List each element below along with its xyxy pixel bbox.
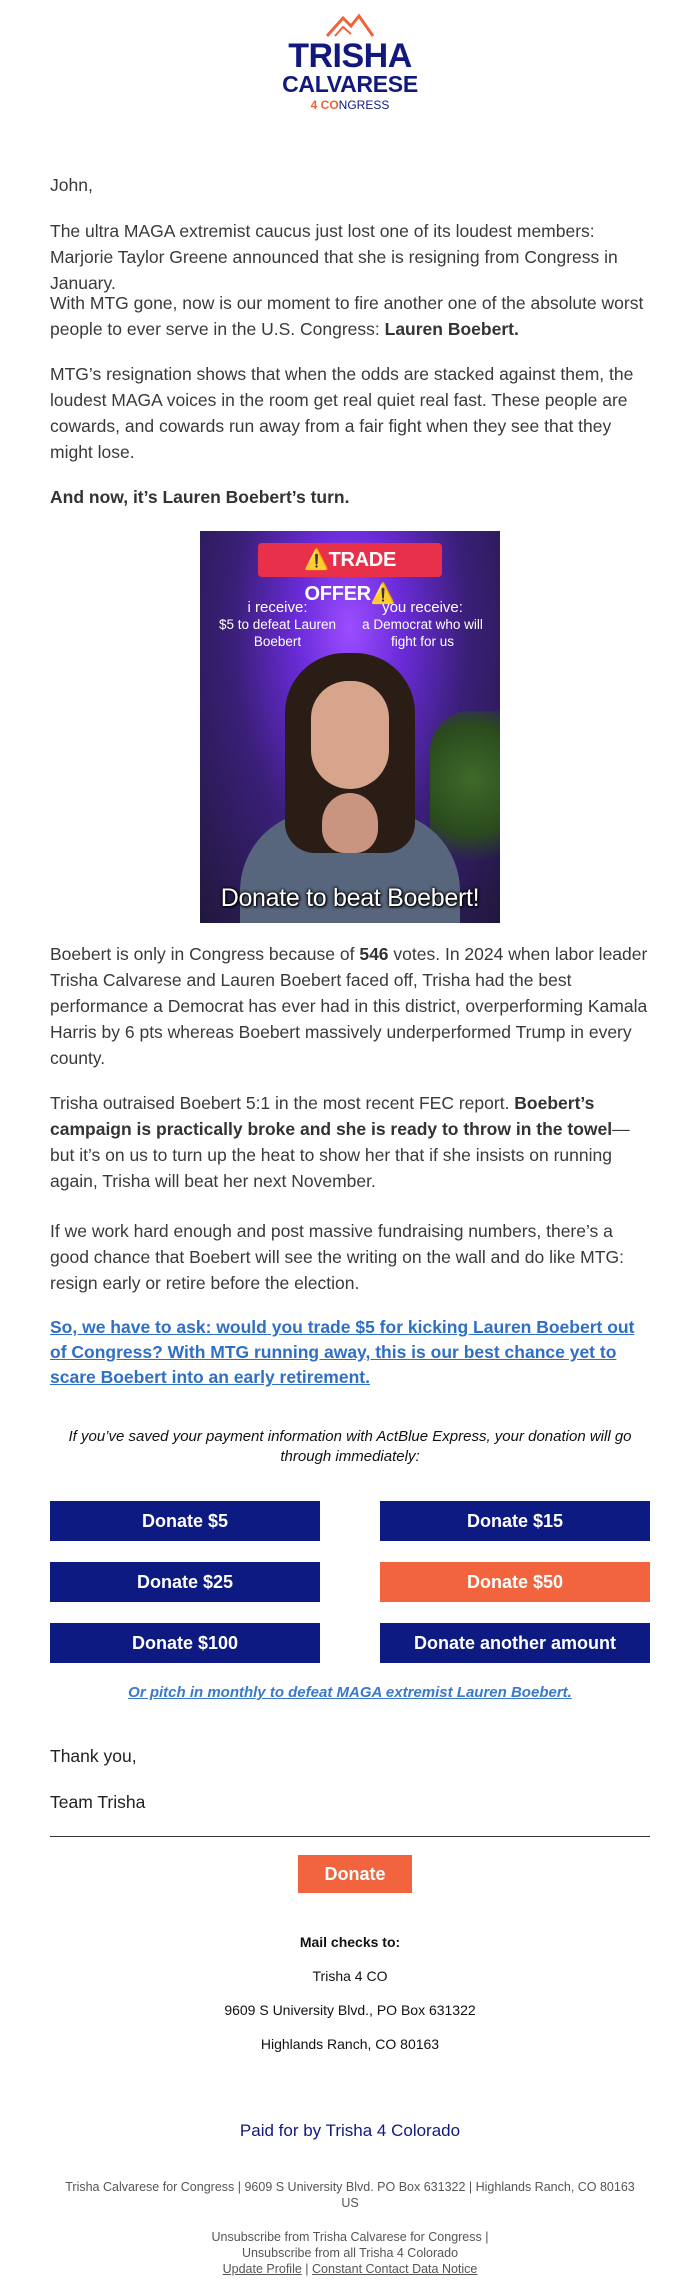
paragraph-6 — [50, 1090, 650, 1194]
donate-50-button[interactable]: Donate $50 — [380, 1562, 650, 1602]
logo-line-2: CALVARESE — [282, 71, 418, 97]
mail-name: Trisha 4 CO — [312, 1968, 388, 1984]
paragraph-4: And now, it’s Lauren Boebert’s turn. — [50, 487, 350, 507]
trade-offer-banner: ⚠️TRADE OFFER⚠️ — [258, 543, 442, 577]
paragraph-3: MTG’s resignation shows that when the odds are stacked against them, the loudest MAGA voices in the room get real quiet real fast. These people are cowards, and cowards run away from a fair fight when they see that they might lose. — [50, 364, 634, 462]
paid-for-by: Paid for by Trisha 4 Colorado — [239, 2121, 461, 2140]
greeting: John, — [50, 175, 93, 195]
mountain-icon — [325, 10, 375, 38]
donate-5-button[interactable]: Donate $5 — [50, 1501, 320, 1541]
mail-city: Highlands Ranch, CO 80163 — [260, 2036, 440, 2052]
paragraph-6-text-a: Trisha outraised Boebert 5:1 in the most recent FEC report. — [50, 1093, 515, 1113]
footer-links — [60, 2261, 640, 2277]
mail-checks-heading: Mail checks to: — [299, 1934, 401, 1950]
paragraph-2-text: With MTG gone, now is our moment to fire another one of the absolute worst people to ever serve in the U.S. Congress: — [50, 293, 644, 339]
paragraph-2-bold: Lauren Boebert. — [384, 319, 519, 339]
paragraph-2 — [50, 290, 650, 342]
logo-line-3-rest: NGRESS — [338, 98, 390, 112]
paragraph-7: If we work hard enough and post massive fundraising numbers, there’s a good chance that Boebert will see the writing on the wall and do like MTG: resign early or retire before the election. — [50, 1221, 624, 1293]
paragraph-5-text-a: Boebert is only in Congress because of — [50, 944, 360, 964]
hero-caption: Donate to beat Boebert! — [220, 884, 480, 912]
logo-line-3 — [0, 98, 700, 112]
signature: Team Trisha — [50, 1792, 146, 1812]
donate-15-button[interactable]: Donate $15 — [380, 1501, 650, 1541]
donate-button[interactable]: Donate — [298, 1855, 412, 1893]
footer-separator: | — [301, 2262, 313, 2276]
i-receive-text: $5 to defeat Lauren Boebert — [218, 617, 337, 649]
divider — [50, 1836, 650, 1837]
thanks-text: Thank you, — [50, 1746, 137, 1766]
trade-offer-image[interactable] — [200, 531, 500, 923]
you-receive-text: a Democrat who will fight for us — [362, 617, 483, 649]
paragraph-5-text-b: votes. In 2024 when labor leader Trisha Calvarese and Lauren Boebert faced off, Trisha had the best performance a Democrat has ever had in this district, overperforming Kamala Harris by 6 pts whereas Boebert massively underperformed Trump in every county. — [50, 944, 648, 1068]
logo-line-3-number: 4 CO — [310, 98, 339, 112]
paragraph-6-text-b: —but it’s on us to turn up the heat to show her that if she insists on running again, Trisha will beat her next November. — [50, 1119, 630, 1191]
donate-25-button[interactable]: Donate $25 — [50, 1562, 320, 1602]
unsubscribe-link[interactable]: Unsubscribe from Trisha Calvarese for Congress | — [211, 2230, 489, 2244]
person-hands — [322, 793, 378, 853]
person-face — [311, 681, 389, 789]
paragraph-5 — [50, 941, 650, 1071]
i-receive-column — [210, 599, 345, 650]
update-profile-link[interactable]: Update Profile — [222, 2262, 302, 2276]
unsubscribe-block — [60, 2229, 640, 2277]
actblue-note: If you’ve saved your payment information with ActBlue Express, your donation will go through immediately: — [68, 1428, 632, 1465]
paragraph-1: The ultra MAGA extremist caucus just lost one of its loudest members: Marjorie Taylor Greene announced that she is resigning from Congress in January. — [50, 221, 618, 293]
ask-link[interactable]: So, we have to ask: would you trade $5 for kicking Lauren Boebert out of Congress? With MTG running away, this is our best chance yet to scare Boebert into an early retirement. — [50, 1317, 635, 1387]
mail-street: 9609 S University Blvd., PO Box 631322 — [224, 2002, 476, 2018]
donate-other-button[interactable]: Donate another amount — [380, 1623, 650, 1663]
you-receive-column — [355, 599, 490, 650]
legal-address: Trisha Calvarese for Congress | 9609 S University Blvd. PO Box 631322 | Highlands Ranch, CO 80163 US — [65, 2180, 635, 2210]
donate-100-button[interactable]: Donate $100 — [50, 1623, 320, 1663]
you-receive-heading: you receive: — [382, 599, 463, 616]
data-notice-link[interactable]: Constant Contact Data Notice — [312, 2262, 478, 2276]
unsubscribe-all-link[interactable]: Unsubscribe from all Trisha 4 Colorado — [241, 2246, 459, 2260]
campaign-logo — [0, 0, 700, 130]
paragraph-6-bold: Boebert’s campaign is practically broke and she is ready to throw in the towel — [50, 1093, 613, 1139]
i-receive-heading: i receive: — [247, 599, 308, 616]
paragraph-5-bold: 546 — [359, 944, 389, 964]
monthly-donation-link[interactable]: Or pitch in monthly to defeat MAGA extremist Lauren Boebert. — [128, 1684, 572, 1701]
logo-line-1: TRISHA — [288, 37, 412, 75]
